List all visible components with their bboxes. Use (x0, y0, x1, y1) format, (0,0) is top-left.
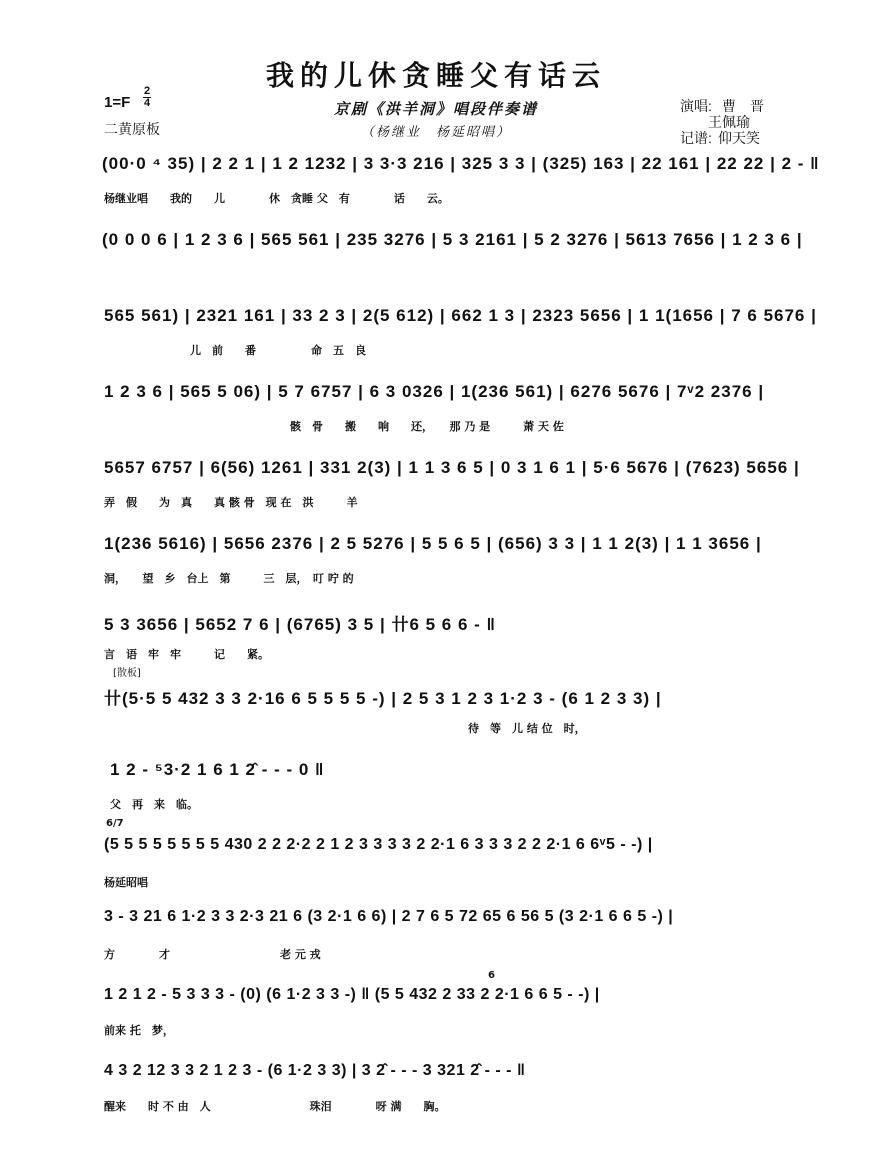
page-title: 我的儿休贪睡父有话云 (265, 59, 606, 92)
score-lyrics-line-1: 杨继业唱 我的 儿 休 贪睡 父 有 话 云。 (104, 192, 449, 205)
score-lyrics-line-3: 儿 前 番 命 五 良 (190, 344, 366, 357)
score-notes-line-2: (0 0 0 6 | 1 2 3 6 | 565 561 | 235 3276 | 5 3 2161 | 5 2 3276 | 5613 7656 | 1 2 3 6 | (102, 230, 803, 249)
score-notes-line-3: 565 561) | 2321 161 | 33 2 3 | 2(5 612) | 662 1 3 | 2323 5656 | 1 1(1656 | 7 6 5676 | (104, 306, 817, 325)
score-notes-line-10: (5 5 5 5 5 5 5 5 430 2 2 2·2 2 1 2 3 3 3 3 2 2·1 6 3 3 3 2 2 2·1 6 6ᵛ5 - -) | (104, 836, 653, 853)
score-notes-line-13: 4 3 2 12 3 3 2 1 2 3 - (6 1·2 3 3) | 3 2̂ - - - 3 321 2̂ - - - ‖ (104, 1062, 526, 1079)
time-signature-bottom: 4 (143, 97, 151, 109)
performers-label: 演唱: (680, 98, 712, 114)
banshi: 二黄原板 (104, 121, 160, 137)
score-notes-line-8: 卄(5·5 5 432 3 3 2·16 6 5 5 5 5 -) | 2 5 3 1 2 3 1·2 3 - (6 1 2 3 3) | (104, 689, 662, 708)
subtitle: 京剧《洪羊洞》唱段伴奏谱 (333, 100, 538, 118)
score-lyrics-line-8: 待 等 儿 结 位 时， (468, 722, 586, 735)
grace-mark-line-12: 6 (488, 970, 495, 981)
score-lyrics-line-5: 弄 假 为 真 真 骸 骨 现 在 洪 羊 (104, 496, 358, 509)
score-notes-line-4: 1 2 3 6 | 565 5 06) | 5 7 6757 | 6 3 0326 | 1(236 561) | 6276 5676 | 7ᵛ2 2376 | (104, 382, 765, 401)
performer-1: 曹 晋 (722, 98, 764, 114)
score-lyrics-line-4: 骸 骨 搬 响 还， 那 乃 是 萧 天 佐 (290, 420, 564, 433)
score-lyrics-line-11: 方 才 老 元 戎 (104, 948, 321, 961)
transcriber-label: 记谱: (680, 130, 712, 146)
score-notes-line-11: 3 - 3 21 6 1·2 3 3 2·3 21 6 (3 2·1 6 6) | 2 7 6 5 72 65 6 56 5 (3 2·1 6 6 5 -) | (104, 908, 674, 925)
score-notes-line-12: 1 2 1 2 - 5 3 3 3 - (0) (6 1·2 3 3 -) ‖ (5 5 432 2 33 2 2·1 6 6 5 - -) | (104, 986, 600, 1003)
score-notes-line-5: 5657 6757 | 6(56) 1261 | 331 2(3) | 1 1 3 6 5 | 0 3 1 6 1 | 5·6 5676 | (7623) 5656 | (104, 458, 800, 477)
section-tag-sanban: [散板] (113, 668, 141, 679)
time-signature-top: 2 (143, 85, 151, 97)
score-lyrics-line-9: 父 再 来 临。 (110, 798, 198, 811)
score-lyrics-line-6: 洞， 望 乡 台上 第 三 层， 叮 咛 的 (104, 572, 354, 585)
score-notes-line-6: 1(236 5616) | 5656 2376 | 2 5 5276 | 5 5 6 5 | (656) 3 3 | 1 1 2(3) | 1 1 3656 | (104, 534, 762, 553)
score-notes-line-9: 1 2 - ⁵3·2 1 6 1 2̂ - - - 0 ‖ (110, 760, 325, 779)
singers-line: （杨继业 杨延昭唱） (360, 125, 511, 140)
score-notes-line-7: 5 3 3656 | 5652 7 6 | (6765) 3 5 | 卄6 5 6 6 - ‖ (104, 615, 497, 634)
time-signature (143, 86, 151, 109)
score-lyrics-line-7: 言 语 牢 牢 记 紧。 (104, 648, 269, 661)
key-signature: 1=F (104, 94, 131, 111)
performer-2: 王佩瑜 (708, 114, 750, 130)
score-notes-line-1: (00·0 ⁴ 35) | 2 2 1 | 1 2 1232 | 3 3·3 216 | 325 3 3 | (325) 163 | 22 161 | 22 22 | 2 - ‖ (102, 154, 820, 173)
grace-mark-line-10: 6/7 (106, 818, 124, 829)
score-lyrics-line-13: 醒来 时 不 由 人 珠泪 呀 满 胸。 (104, 1100, 446, 1113)
transcriber: 仰天笑 (718, 130, 760, 146)
score-lyrics-line-10: 杨延昭唱 (104, 876, 148, 889)
score-lyrics-line-12: 前来 托 梦， (104, 1024, 174, 1037)
